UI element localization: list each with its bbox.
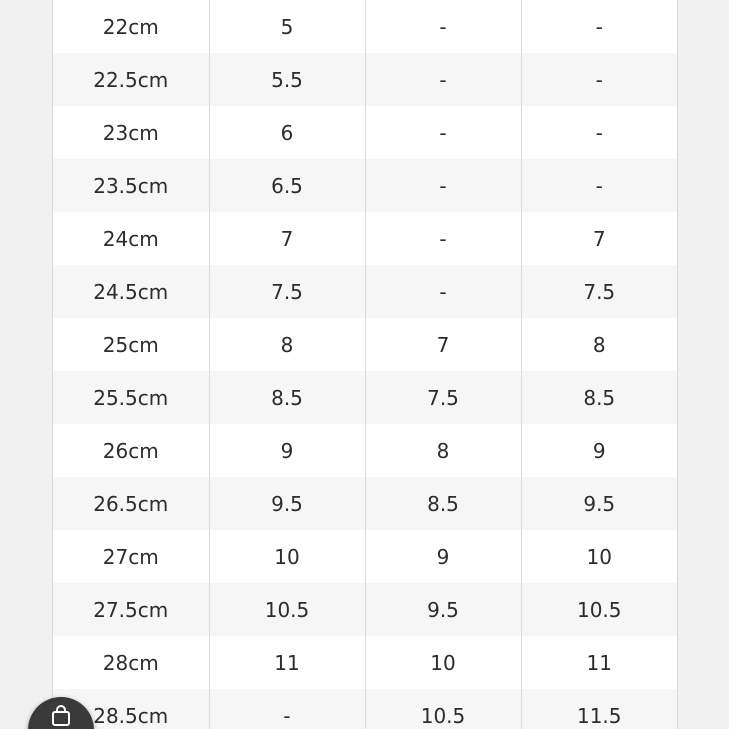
table-cell: 8.5	[209, 371, 365, 424]
table-cell: 10.5	[365, 689, 521, 729]
table-cell: 10.5	[521, 583, 677, 636]
table-row	[53, 212, 677, 265]
table-cell: 24cm	[53, 212, 209, 265]
table-cell: 5	[209, 0, 365, 53]
table-cell: 8.5	[521, 371, 677, 424]
table-row	[53, 636, 677, 689]
table-cell: -	[365, 212, 521, 265]
table-cell: 10	[209, 530, 365, 583]
table-cell: 22.5cm	[53, 53, 209, 106]
table-cell: 10.5	[209, 583, 365, 636]
table-cell: 28.5cm	[53, 689, 209, 729]
table-cell: -	[209, 689, 365, 729]
table-cell: 25cm	[53, 318, 209, 371]
table-cell: 11	[521, 636, 677, 689]
table-cell: -	[365, 265, 521, 318]
table-row	[53, 318, 677, 371]
table-cell: 26cm	[53, 424, 209, 477]
table-cell: 8.5	[365, 477, 521, 530]
table-row	[53, 371, 677, 424]
table-cell: 9	[365, 530, 521, 583]
table-cell: 8	[209, 318, 365, 371]
table-cell: 23cm	[53, 106, 209, 159]
table-cell: 7.5	[365, 371, 521, 424]
table-cell: 7	[365, 318, 521, 371]
table-cell: 7	[209, 212, 365, 265]
table-cell: 9.5	[209, 477, 365, 530]
table-row	[53, 689, 677, 729]
table-row	[53, 424, 677, 477]
size-table-container	[52, 0, 678, 729]
table-cell: 28cm	[53, 636, 209, 689]
table-cell: 11	[209, 636, 365, 689]
table-cell: -	[365, 0, 521, 53]
table-row	[53, 477, 677, 530]
table-cell: 9.5	[365, 583, 521, 636]
table-cell: 22cm	[53, 0, 209, 53]
table-row	[53, 583, 677, 636]
table-cell: 10	[365, 636, 521, 689]
table-cell: -	[365, 159, 521, 212]
table-cell: 24.5cm	[53, 265, 209, 318]
table-row	[53, 106, 677, 159]
table-cell: -	[521, 0, 677, 53]
table-cell: -	[521, 106, 677, 159]
table-cell: 27cm	[53, 530, 209, 583]
table-cell: 9	[209, 424, 365, 477]
shopping-bag-icon	[50, 705, 72, 727]
table-cell: 23.5cm	[53, 159, 209, 212]
table-cell: -	[365, 106, 521, 159]
table-cell: 26.5cm	[53, 477, 209, 530]
table-cell: 7.5	[521, 265, 677, 318]
table-cell: 27.5cm	[53, 583, 209, 636]
table-cell: 7	[521, 212, 677, 265]
table-cell: 6.5	[209, 159, 365, 212]
table-row	[53, 159, 677, 212]
table-cell: 11.5	[521, 689, 677, 729]
table-cell: 9.5	[521, 477, 677, 530]
table-row	[53, 0, 677, 53]
size-conversion-table	[53, 0, 677, 729]
table-cell: -	[365, 53, 521, 106]
table-cell: 25.5cm	[53, 371, 209, 424]
table-row	[53, 53, 677, 106]
table-cell: -	[521, 159, 677, 212]
table-row	[53, 530, 677, 583]
table-cell: 8	[521, 318, 677, 371]
table-cell: 9	[521, 424, 677, 477]
size-table-body	[53, 0, 677, 729]
table-cell: 7.5	[209, 265, 365, 318]
table-cell: 8	[365, 424, 521, 477]
table-row	[53, 265, 677, 318]
table-cell: 6	[209, 106, 365, 159]
table-cell: 5.5	[209, 53, 365, 106]
table-cell: 10	[521, 530, 677, 583]
table-cell: -	[521, 53, 677, 106]
